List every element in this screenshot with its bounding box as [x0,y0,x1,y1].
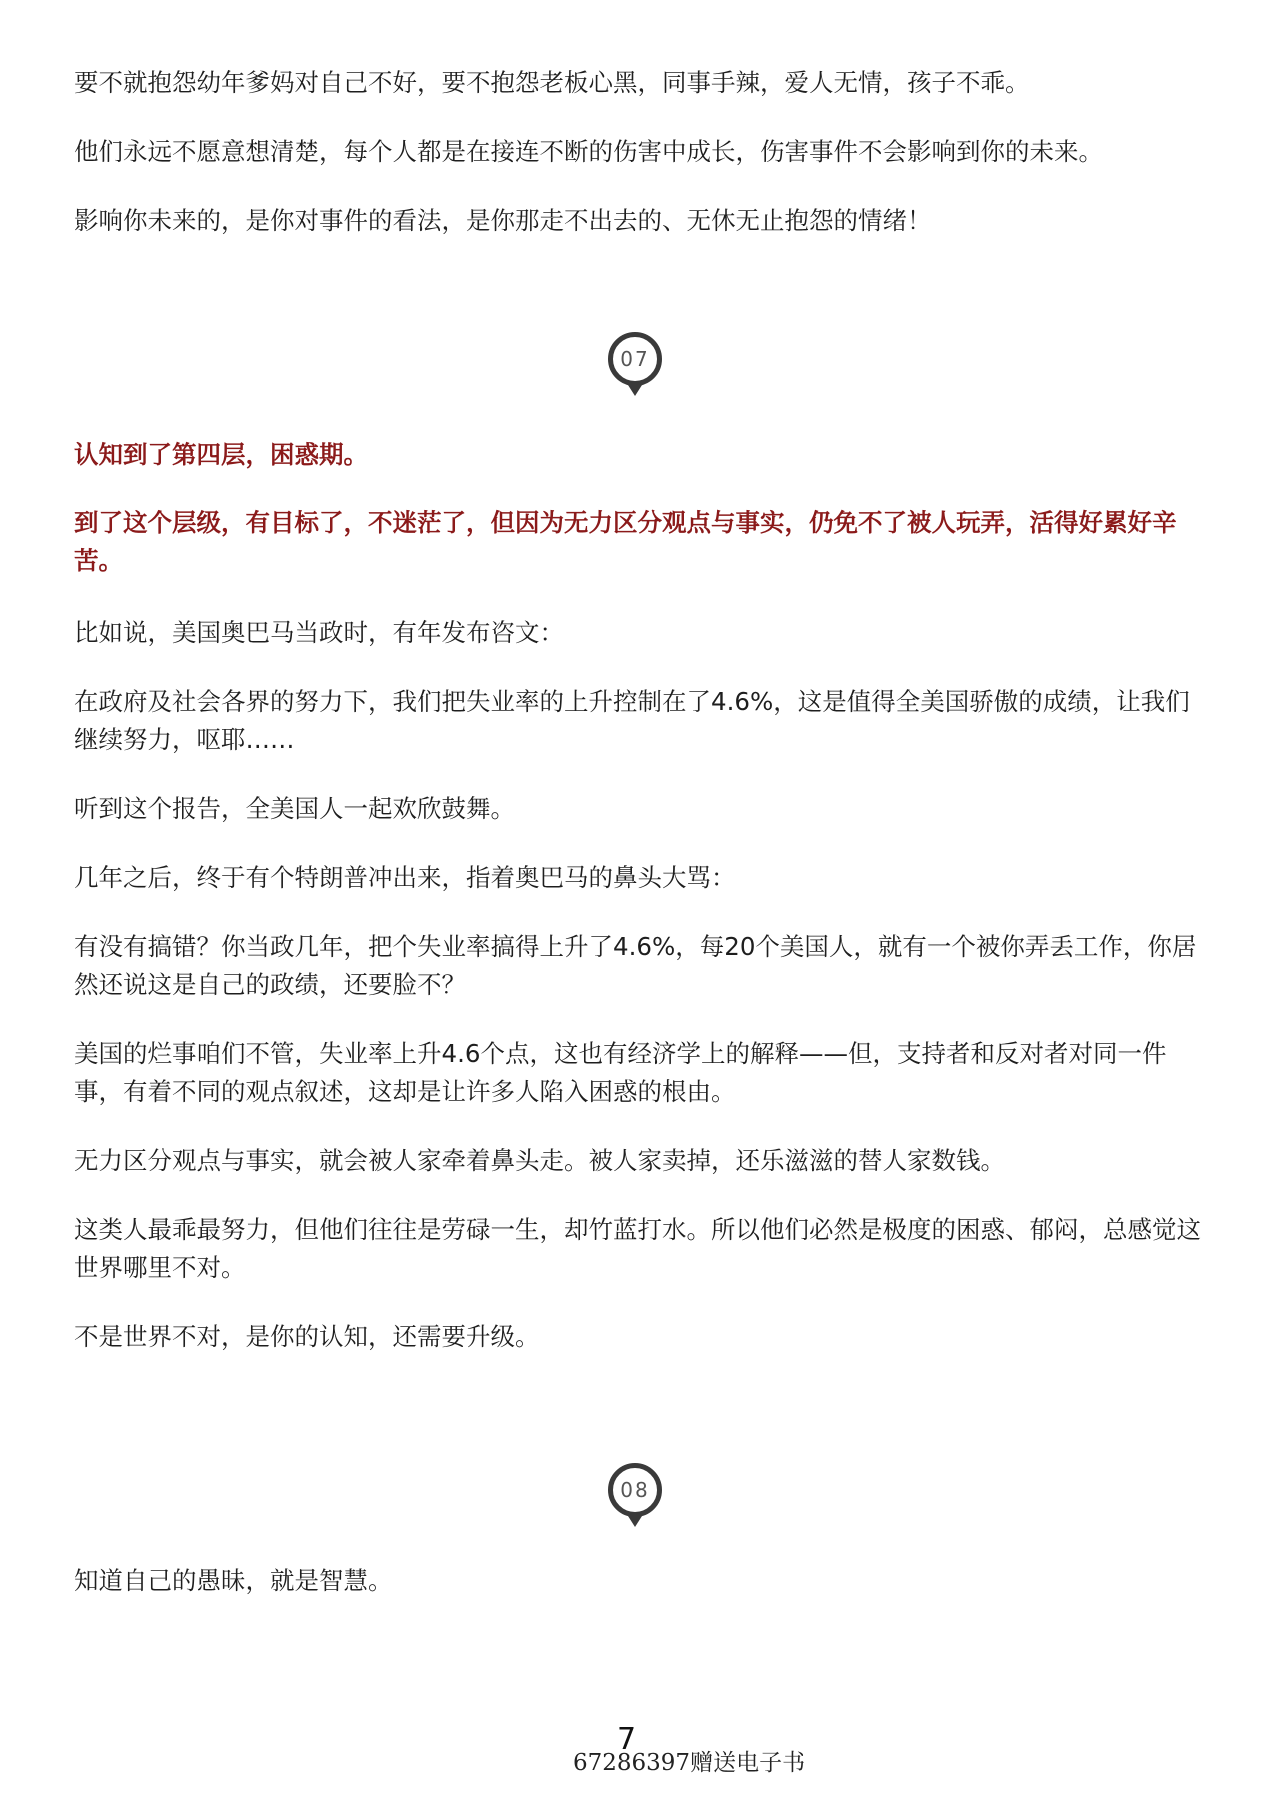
paragraph: 这类人最乖最努力，但他们往往是劳碌一生，却竹蓝打水。所以他们必然是极度的困惑、郁闷，总感觉这世界哪里不对。 [74,1215,1201,1282]
section-subheading: 到了这个层级，有目标了，不迷茫了，但因为无力区分观点与事实，仍免不了被人玩弄，活得好累好辛苦。 [74,508,1177,575]
paragraph: 听到这个报告，全美国人一起欢欣鼓舞。 [74,794,515,823]
paragraph: 在政府及社会各界的努力下，我们把失业率的上升控制在了4.6%，这是值得全美国骄傲的成绩，让我们继续努力，呕耶…… [74,687,1190,754]
watermark-text: 67286397赠送电子书 [573,1750,806,1776]
section-heading: 认知到了第四层，困惑期。 [74,440,368,469]
paragraph: 他们永远不愿意想清楚，每个人都是在接连不断的伤害中成长，伤害事件不会影响到你的未来。 [74,137,1103,166]
paragraph: 影响你未来的，是你对事件的看法，是你那走不出去的、无休无止抱怨的情绪！ [74,206,932,235]
paragraph: 知道自己的愚昧，就是智慧。 [74,1566,393,1595]
paragraph: 有没有搞错？你当政几年，把个失业率搞得上升了4.6%，每20个美国人，就有一个被你弄丢工作，你居然还说这是自己的政绩，还要脸不？ [74,932,1197,999]
paragraph: 不是世界不对，是你的认知，还需要升级。 [74,1322,540,1351]
section-number-badge: 08 [608,1463,662,1517]
paragraph: 几年之后，终于有个特朗普冲出来，指着奥巴马的鼻头大骂： [74,863,736,892]
paragraph: 要不就抱怨幼年爹妈对自己不好，要不抱怨老板心黑，同事手辣，爱人无情，孩子不乖。 [74,68,1030,97]
badge-pointer-icon [628,1516,642,1527]
paragraph: 无力区分观点与事实，就会被人家牵着鼻头走。被人家卖掉，还乐滋滋的替人家数钱。 [74,1146,1005,1175]
page-number: 7 [617,1722,637,1757]
paragraph: 美国的烂事咱们不管，失业率上升4.6个点，这也有经济学上的解释——但，支持者和反对者对同一件事，有着不同的观点叙述，这却是让许多人陷入困惑的根由。 [74,1039,1167,1106]
badge-pointer-icon [628,385,642,396]
paragraph: 比如说，美国奥巴马当政时，有年发布咨文： [74,618,564,647]
section-number-badge: 07 [608,332,662,386]
